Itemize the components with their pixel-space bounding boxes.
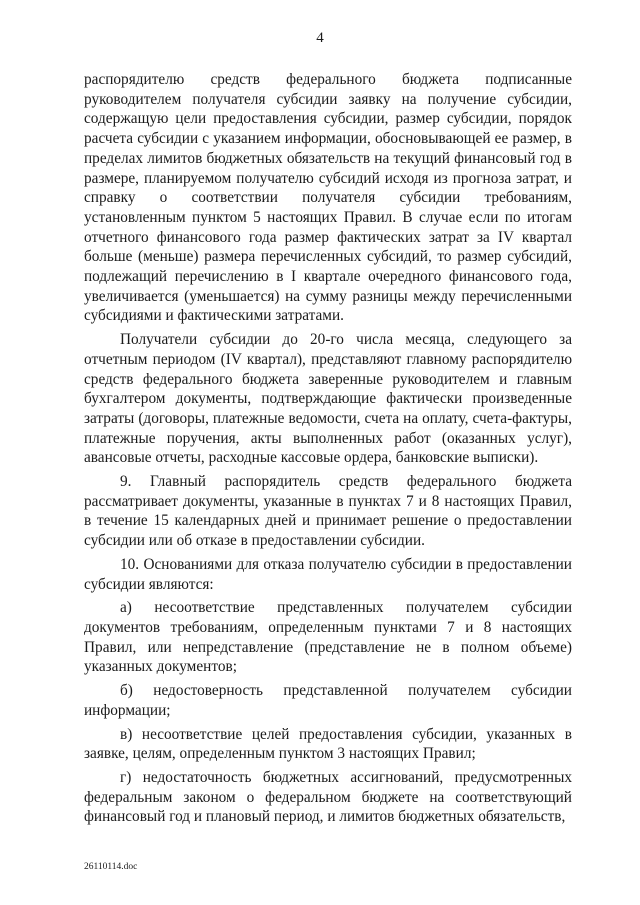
paragraph-subitem-b: б) недостоверность представленной получателем субсидии информации; bbox=[84, 682, 572, 719]
paragraph-continuation: распорядителю средств федерального бюджета подписанные руководителем получателя субсидии заявку на получение субсидии, содержащую цели предоставления субсидии, размер субсидии, порядок расчета субсидии с указанием информации, обосновывающей ее размер, в пределах лимитов бюджетных обязательств на текущий финансовый год в размере, планируемом получателю субсидий исходя из прогноза затрат, и справку о соответствии получателя субсидии требованиям, установленным пунктом 5 настоящих Правил. В случае если по итогам отчетного финансового года размер фактических затрат за IV квартал больше (меньше) размера перечисленных субсидий, то размер субсидий, подлежащий перечислению в I квартале очередного финансового года, увеличивается (уменьшается) на сумму разницы между перечисленными субсидиями и фактическими затратами. bbox=[84, 71, 572, 325]
paragraph-subitem-v: в) несоответствие целей предоставления субсидии, указанных в заявке, целям, определенным пунктом 3 настоящих Правил; bbox=[84, 725, 572, 763]
paragraph-item-10: 10. Основаниями для отказа получателю субсидии в предоставлении субсидии являются: bbox=[84, 555, 572, 593]
page-number: 4 bbox=[316, 30, 324, 46]
footer-file-code: 26110114.doc bbox=[84, 862, 138, 872]
paragraph-item-9: 9. Главный распорядитель средств федерального бюджета рассматривает документы, указанные в пунктах 7 и 8 настоящих Правил, в течение 15 календарных дней и принимает решение о предоставлении субсидии или об отказе в предоставлении субсидии. bbox=[84, 473, 572, 550]
paragraph-subitem-a: а) несоответствие представленных получателем субсидии документов требованиям, определенным пунктами 7 и 8 настоящих Правил, или непредставление (представление не в полном объеме) указанных документов; bbox=[84, 599, 572, 676]
paragraph-subitem-g: г) недостаточность бюджетных ассигнований, предусмотренных федеральным законом о федеральном бюджете на соответствующий финансовый год и плановый период, и лимитов бюджетных обязательств, bbox=[84, 768, 572, 826]
document-body bbox=[84, 70, 572, 827]
paragraph-recipients-deadline: Получатели субсидии до 20-го числа месяца, следующего за отчетным периодом (IV квартал), представляют главному распорядителю средств федерального бюджета заверенные руководителем и главным бухгалтером документы, подтверждающие фактически произведенные затраты (договоры, платежные ведомости, счета на оплату, счета-фактуры, платежные поручения, акты выполненных работ (оказанных услуг), авансовые отчеты, расходные кассовые ордера, банковские выписки). bbox=[84, 331, 572, 467]
